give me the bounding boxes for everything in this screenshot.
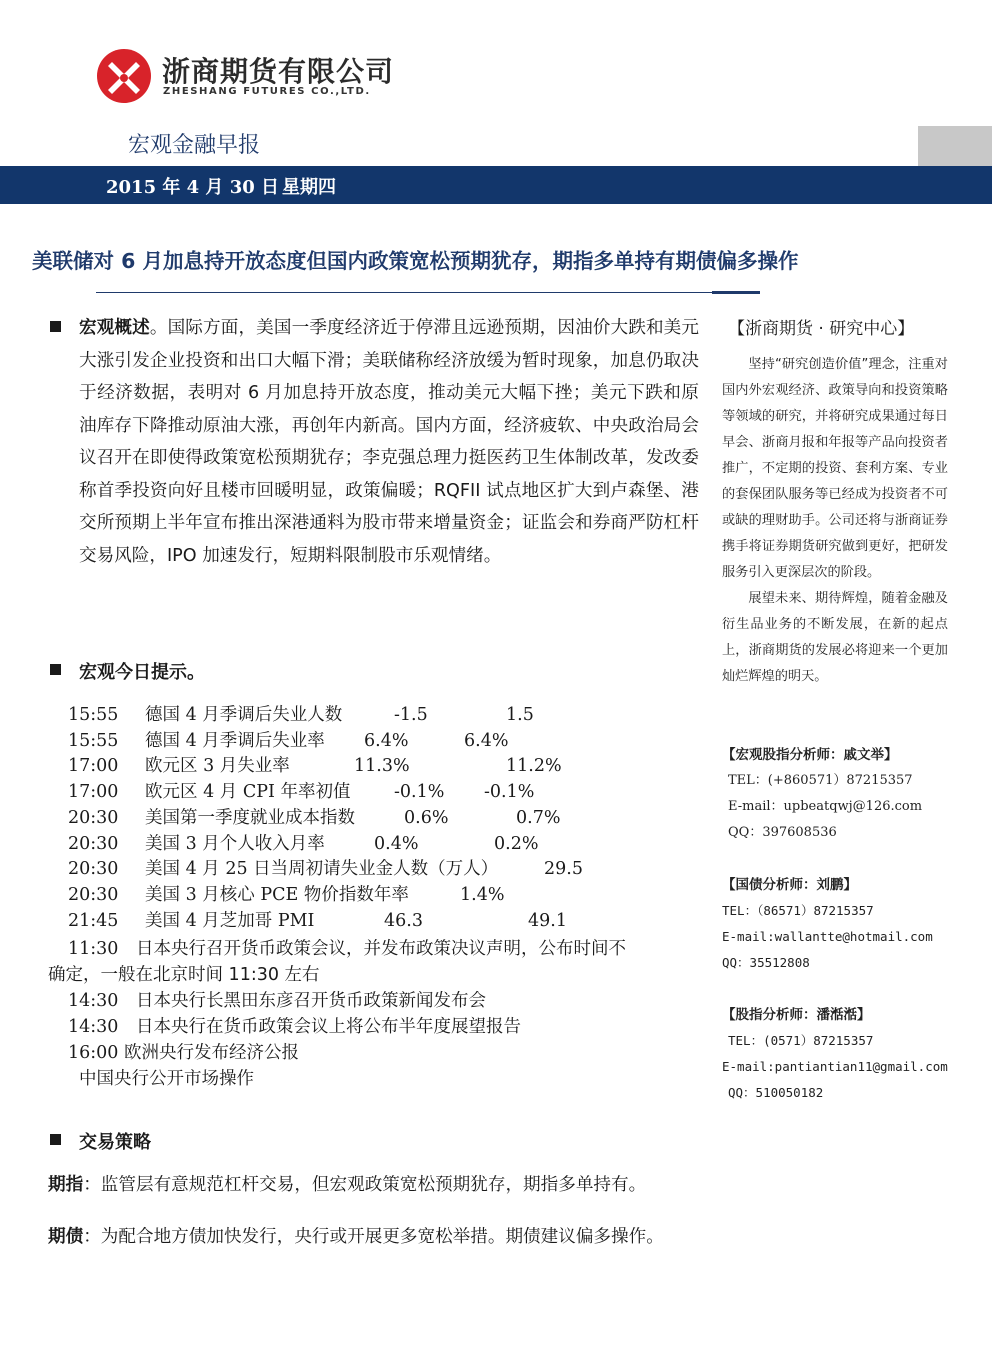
- event-time: 17:00: [68, 756, 119, 777]
- strategy-label: 期指: [48, 1175, 84, 1195]
- event-name: 美国 4 月 25 日当周初请失业金人数（万人）: [145, 859, 499, 880]
- analyst-block: [722, 742, 962, 846]
- strategy-label: 期债: [48, 1227, 84, 1247]
- note-text: 日本央行在货币政策会议上将公布半年度展望报告: [136, 1017, 521, 1037]
- event-previous-value: 1.4%: [460, 884, 505, 905]
- strategy-text: ：为配合地方债加快发行，央行或开展更多宽松举措。期债建议偏多操作。: [83, 1227, 664, 1247]
- analyst-title: 【宏观股指分析师：戚文举】: [722, 747, 898, 763]
- event-previous-value: -1.5: [394, 705, 428, 725]
- analyst-tel: TEL：（86571）87215357: [722, 903, 874, 918]
- sidebar-intro: [722, 352, 948, 690]
- headline-rule-accent: [712, 291, 760, 294]
- analyst-title: 【股指分析师：潘湉湉】: [722, 1007, 871, 1023]
- company-logo-icon: [96, 48, 152, 104]
- event-forecast-value: 1.5: [506, 705, 534, 725]
- sidebar-intro-p1: 坚持“研究创造价值”理念，注重对国内外宏观经济、政策导向和投资策略等领域的研究，并将研究成果通过每日早会、浙商月报和年报等产品向投资者推广，不定期的投资、套利方案、专业的套保团队服务等已经成为投资者不可或缺的理财助手。公司还将与浙商证券携手将证券期货研究做到更好，把研发服务引入更深层次的阶段。: [722, 357, 948, 580]
- company-name-cn: 浙商期货有限公司: [162, 55, 395, 88]
- event-name: 美国 4 月芝加哥 PMI: [145, 910, 315, 931]
- report-date: 2015 年 4 月 30 日: [106, 177, 280, 198]
- note-text: 日本央行召开货币政策会议，并发布政策决议声明，公布时间不: [136, 939, 626, 959]
- event-previous-value: 0.6%: [404, 807, 449, 828]
- event-time: 20:30: [68, 884, 119, 905]
- report-name: 宏观金融早报: [128, 133, 261, 158]
- note-time: 14:30: [68, 991, 119, 1011]
- analyst-email: E-mail:pantiantian11@gmail.com: [722, 1059, 948, 1074]
- note-text-continued: 确定，一般在北京时间 11:30 左右: [48, 965, 320, 985]
- event-previous-value: 46.3: [384, 910, 423, 931]
- analyst-qq: QQ：35512808: [722, 955, 810, 970]
- overview-text: 。国际方面，美国一季度经济近于停滞且远逊预期，因油价大跌和美元大涨引发企业投资和出口大幅下滑；美联储称经济放缓为暂时现象，加息仍取决于经济数据，表明对 6 月加息持开放态度，推动美元大幅下挫；美元下跌和原油库存下降推动原油大涨，再创年内新高。国内方面，经济疲软、中央政治局会议召开在即使得政策宽松预期犹存；李克强总理力挺医药卫生体制改革，发改委称首季投资向好且楼市回暖明显，政策偏暖；RQFII 试点地区扩大到卢森堡、港交所预期上半年宣布推出深港通料为股市带来增量资金；证监会和券商严防杠杆交易风险，IPO 加速发行，短期料限制股市乐观情绪。: [79, 318, 699, 566]
- event-time: 15:55: [68, 705, 119, 725]
- overview-paragraph: [79, 312, 699, 572]
- event-forecast-value: 49.1: [528, 910, 567, 931]
- header-decoration: [918, 126, 992, 166]
- event-forecast-value: -0.1%: [484, 782, 535, 803]
- event-forecast-value: 0.2%: [494, 833, 539, 854]
- event-name: 美国第一季度就业成本指数: [145, 807, 355, 828]
- strategy-text: ：监管层有意规范杠杆交易，但宏观政策宽松预期犹存，期指多单持有。: [83, 1175, 647, 1195]
- bullet-icon: [50, 664, 61, 675]
- event-time: 17:00: [68, 782, 119, 803]
- sidebar-intro-p2: 展望未来、期待辉煌，随着金融及衍生品业务的不断发展，在新的起点上，浙商期货的发展必将迎来一个更加灿烂辉煌的明天。: [722, 591, 948, 684]
- event-previous-value: 11.3%: [354, 756, 410, 777]
- event-name: 欧元区 3 月失业率: [145, 756, 290, 777]
- note-text: 日本央行长黑田东彦召开货币政策新闻发布会: [136, 991, 486, 1011]
- strategy-item-index: [48, 1172, 698, 1198]
- headline-rule: [96, 292, 756, 293]
- note-time: 16:00: [68, 1043, 119, 1063]
- event-previous-value: 0.4%: [374, 833, 419, 854]
- headline: 美联储对 6 月加息持开放态度但国内政策宽松预期犹存，期指多单持有期债偏多操作: [32, 249, 799, 273]
- note-time: 11:30: [68, 939, 119, 959]
- company-name-en: ZHESHANG FUTURES CO.,LTD.: [163, 86, 371, 97]
- event-name: 德国 4 月季调后失业人数: [145, 705, 343, 725]
- event-name: 德国 4 月季调后失业率: [145, 730, 325, 751]
- event-name: 美国 3 月核心 PCE 物价指数年率: [145, 884, 409, 905]
- analyst-qq: QQ：397608536: [728, 825, 837, 840]
- overview-title: 宏观概述: [79, 318, 150, 338]
- report-weekday: 星期四: [282, 177, 336, 198]
- event-name: 美国 3 月个人收入月率: [145, 833, 325, 854]
- bullet-icon: [50, 1134, 61, 1145]
- note-text: 欧洲央行发布经济公报: [124, 1043, 299, 1063]
- date-bar: [0, 166, 992, 204]
- calendar-title: 宏观今日提示。: [79, 662, 205, 683]
- analyst-tel: TEL：(+860571）87215357: [728, 773, 913, 788]
- event-time: 20:30: [68, 859, 119, 880]
- strategy-title: 交易策略: [79, 1132, 151, 1153]
- analyst-tel: TEL：(0571）87215357: [728, 1033, 874, 1048]
- analyst-block: [722, 1002, 962, 1106]
- analyst-email: E-mail:wallantte@hotmail.com: [722, 929, 933, 944]
- event-forecast-value: 6.4%: [464, 730, 509, 751]
- analyst-title: 【国债分析师：刘鹏】: [722, 877, 857, 893]
- note-text: 中国央行公开市场操作: [79, 1069, 254, 1089]
- analyst-block: [722, 872, 962, 976]
- analyst-qq: QQ：510050182: [728, 1085, 824, 1100]
- event-previous-value: 6.4%: [364, 730, 409, 751]
- event-time: 20:30: [68, 807, 119, 828]
- event-time: 15:55: [68, 730, 119, 751]
- bullet-icon: [50, 321, 61, 332]
- sidebar-title: 【浙商期货 · 研究中心】: [728, 319, 915, 339]
- event-name: 欧元区 4 月 CPI 年率初值: [145, 782, 351, 803]
- analyst-email: E-mail：upbeatqwj@126.com: [728, 799, 923, 814]
- event-previous-value: 29.5: [544, 859, 583, 880]
- event-time: 21:45: [68, 910, 119, 931]
- event-previous-value: -0.1%: [394, 782, 445, 803]
- note-time: 14:30: [68, 1017, 119, 1037]
- event-time: 20:30: [68, 833, 119, 854]
- event-forecast-value: 11.2%: [506, 756, 562, 777]
- event-forecast-value: 0.7%: [516, 807, 561, 828]
- strategy-item-bond: [48, 1224, 698, 1250]
